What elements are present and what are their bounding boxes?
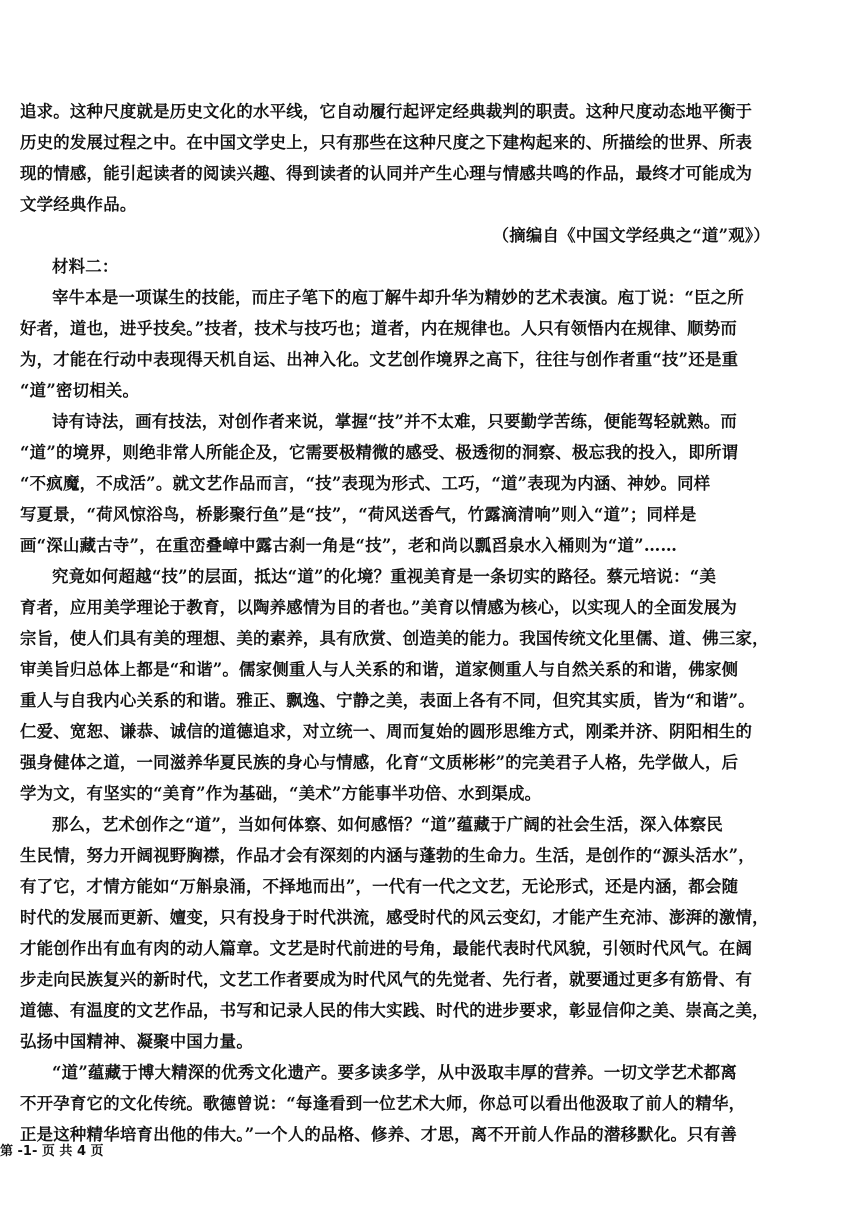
- text-line: 弘扬中国精神、凝聚中国力量。: [20, 1032, 253, 1051]
- text-line: 画“深山藏古寺”，在重峦叠嶂中露古刹一角是“技”，老和尚以瓢舀泉水入桶则为“道”……: [20, 536, 678, 555]
- text-line: 好者，道也，进乎技矣。”技者，技术与技巧也；道者，内在规律也。人只有领悟内在规律、顺势而: [20, 319, 738, 338]
- text-line: 宗旨，使人们具有美的理想、美的素养，具有欣赏、创造美的能力。我国传统文化里儒、道、佛三家，: [20, 629, 769, 648]
- page-footer: 第 -1- 页 共 4 页: [0, 1144, 104, 1159]
- text-line: 重人与自我内心关系的和谐。雅正、飘逸、宁静之美，表面上各有不同，但究其实质，皆为“和谐”。: [20, 691, 755, 710]
- text-line: 育者，应用美学理论于教育，以陶养感情为目的者也。”美育以情感为核心，以实现人的全面发展为: [20, 598, 738, 617]
- text-line: 不开孕育它的文化传统。歌德曾说：“每逢看到一位艺术大师，你总可以看出他汲取了前人的精华，: [20, 1094, 746, 1113]
- text-line: 仁爱、宽恕、谦恭、诚信的道德追求，对立统一、周而复始的圆形思维方式，刚柔并济、阴阳相生的: [20, 722, 753, 741]
- text-line: 有了它，才情方能如“万斛泉涌，不择地而出”，一代有一代之文艺，无论形式，还是内涵，都会随: [20, 877, 739, 896]
- text-line: 材料二：: [52, 257, 119, 276]
- text-line: 才能创作出有血有肉的动人篇章。文艺是时代前进的号角，最能代表时代风貌，引领时代风气。在阔: [20, 939, 753, 958]
- text-line: 究竟如何超越“技”的层面，抵达“道”的化境？重视美育是一条切实的路径。蔡元培说：“美: [52, 567, 717, 586]
- source-citation: （摘编自《中国文学经典之“道”观》）: [492, 226, 770, 245]
- text-line: 时代的发展而更新、嬗变，只有投身于时代洪流，感受时代的风云变幻，才能产生充沛、澎湃的激情，: [20, 908, 769, 927]
- text-line: 学为文，有坚实的“美育”作为基础，“美术”方能事半功倍、水到渠成。: [20, 784, 542, 803]
- text-line: 道德、有温度的文艺作品，书写和记录人民的伟大实践、时代的进步要求，彰显信仰之美、崇高之美，: [20, 1001, 769, 1020]
- text-line: “不疯魔，不成活”。就文艺作品而言，“技”表现为形式、工巧，“道”表现为内涵、神妙。同样: [20, 474, 711, 493]
- text-line: “道”的境界，则绝非常人所能企及，它需要极精微的感受、极透彻的洞察、极忘我的投入，即所谓: [20, 443, 739, 462]
- text-line: 为，才能在行动中表现得天机自运、出神入化。文艺创作境界之高下，往往与创作者重“技”还是重: [20, 350, 739, 369]
- text-line: 历史的发展过程之中。在中国文学史上，只有那些在这种尺度之下建构起来的、所描绘的世界、所表: [20, 133, 753, 152]
- text-line: 步走向民族复兴的新时代，文艺工作者要成为时代风气的先觉者、先行者，就要通过更多有筋骨、有: [20, 970, 753, 989]
- text-line: 现的情感，能引起读者的阅读兴趣、得到读者的认同并产生心理与情感共鸣的作品，最终才可能成为: [20, 164, 753, 183]
- text-line: 正是这种精华培育出他的伟大。”一个人的品格、修养、才思，离不开前人作品的潜移默化。只有善: [20, 1125, 738, 1144]
- text-line: 追求。这种尺度就是历史文化的水平线，它自动履行起评定经典裁判的职责。这种尺度动态地平衡于: [20, 102, 753, 121]
- text-line: 文学经典作品。: [20, 195, 137, 214]
- text-line: 生民情，努力开阔视野胸襟，作品才会有深刻的内涵与蓬勃的生命力。生活，是创作的“源头活水”，: [20, 846, 755, 865]
- text-line: “道”密切相关。: [20, 381, 140, 400]
- text-line: 写夏景，“荷风惊浴鸟，桥影聚行鱼”是“技”，“荷风送香气，竹露滴清响”则入“道”；同样是: [20, 505, 697, 524]
- text-line: 诗有诗法，画有技法，对创作者来说，掌握“技”并不太难，只要勤学苦练，便能驾轻就熟。而: [52, 412, 737, 431]
- text-line: “道”蕴藏于博大精深的优秀文化遗产。要多读多学，从中汲取丰厚的营养。一切文学艺术都离: [52, 1063, 737, 1082]
- text-line: 宰牛本是一项谋生的技能，而庄子笔下的庖丁解牛却升华为精妙的艺术表演。庖丁说：“臣之所: [52, 288, 744, 307]
- text-line: 审美旨归总体上都是“和谐”。儒家侧重人与人关系的和谐，道家侧重人与自然关系的和谐，佛家侧: [20, 660, 739, 679]
- text-line: 强身健体之道，一同滋养华夏民族的身心与情感，化育“文质彬彬”的完美君子人格，先学做人，后: [20, 753, 739, 772]
- text-line: 那么，艺术创作之“道”，当如何体察、如何感悟？“道”蕴藏于广阔的社会生活，深入体察民: [52, 815, 724, 834]
- article-body: [20, 96, 772, 1150]
